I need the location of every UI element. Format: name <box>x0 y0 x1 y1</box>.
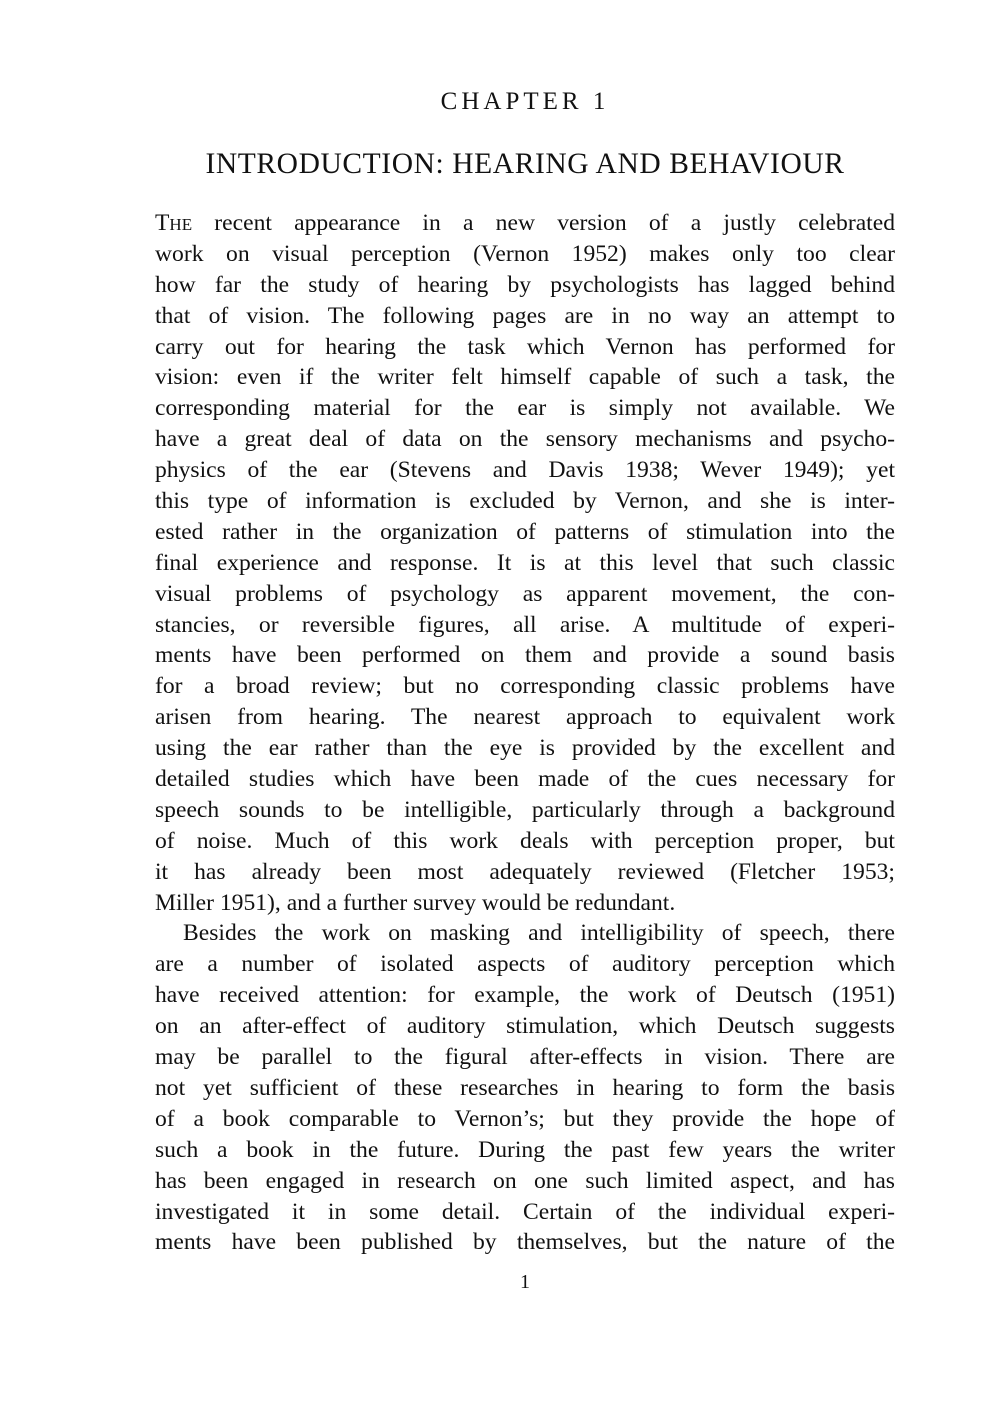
text-line: carry out for hearing the task which Vernon has performed for <box>155 333 895 360</box>
text-line: detailed studies which have been made of the cues necessary for <box>155 766 895 793</box>
text-line: not yet sufficient of these researches in hearing to form the basis <box>155 1074 895 1101</box>
text-line: corresponding material for the ear is simply not available. We <box>155 395 895 422</box>
text-line: this type of information is excluded by Vernon, and she is inter- <box>155 488 895 515</box>
text-line: vision: even if the writer felt himself capable of such a task, the <box>155 364 895 391</box>
text-line: of noise. Much of this work deals with perception proper, but <box>155 827 895 854</box>
chapter-label: CHAPTER 1 <box>440 88 610 115</box>
text-line: of a book comparable to Vernon’s; but they provide the hope of <box>155 1105 895 1132</box>
text-line: it has already been most adequately reviewed (Fletcher 1953; <box>155 858 895 885</box>
text-line: work on visual perception (Vernon 1952) makes only too clear <box>155 240 895 267</box>
text-line: may be parallel to the figural after-effects in vision. There are <box>155 1044 895 1071</box>
text-line: have a great deal of data on the sensory mechanisms and psycho- <box>155 426 895 453</box>
text-line: investigated it in some detail. Certain of the individual experi- <box>155 1198 895 1225</box>
text-line: that of vision. The following pages are in no way an attempt to <box>155 302 895 329</box>
page-number: 1 <box>520 1271 530 1293</box>
text-line: for a broad review; but no corresponding classic problems have <box>155 673 895 700</box>
body-text <box>155 208 895 1258</box>
text-line: The recent appearance in a new version of a justly celebrated <box>155 210 895 236</box>
text-line: physics of the ear (Stevens and Davis 1938; Wever 1949); yet <box>155 457 895 484</box>
text-line: visual problems of psychology as apparent movement, the con- <box>155 580 895 607</box>
text-line: using the ear rather than the eye is provided by the excellent and <box>155 735 895 762</box>
text-line: ments have been published by themselves, but the nature of the <box>155 1229 895 1256</box>
text-line: how far the study of hearing by psychologists has lagged behind <box>155 271 895 298</box>
text-line: has been engaged in research on one such limited aspect, and has <box>155 1167 895 1194</box>
paragraph-lead-smallcaps: The <box>155 210 193 236</box>
text-line: such a book in the future. During the past few years the writer <box>155 1136 895 1163</box>
chapter-title: INTRODUCTION: HEARING AND BEHAVIOUR <box>205 148 845 180</box>
text-line: Besides the work on masking and intelligibility of speech, there <box>183 920 895 947</box>
text-line: arisen from hearing. The nearest approach to equivalent work <box>155 704 895 731</box>
text-line: ments have been performed on them and provide a sound basis <box>155 642 895 669</box>
paragraph-2 <box>155 918 895 1258</box>
text-line: on an after-effect of auditory stimulation, which Deutsch suggests <box>155 1013 895 1040</box>
text-line: stancies, or reversible figures, all arise. A multitude of experi- <box>155 611 895 638</box>
text-line: speech sounds to be intelligible, particularly through a background <box>155 796 895 823</box>
text-line: are a number of isolated aspects of auditory perception which <box>155 951 895 978</box>
paragraph-1 <box>155 208 895 918</box>
text-line: final experience and response. It is at this level that such classic <box>155 549 895 576</box>
text-line: Miller 1951), and a further survey would be redundant. <box>155 889 676 916</box>
text-line: ested rather in the organization of patterns of stimulation into the <box>155 518 895 545</box>
text-line: have received attention: for example, the work of Deutsch (1951) <box>155 982 895 1009</box>
